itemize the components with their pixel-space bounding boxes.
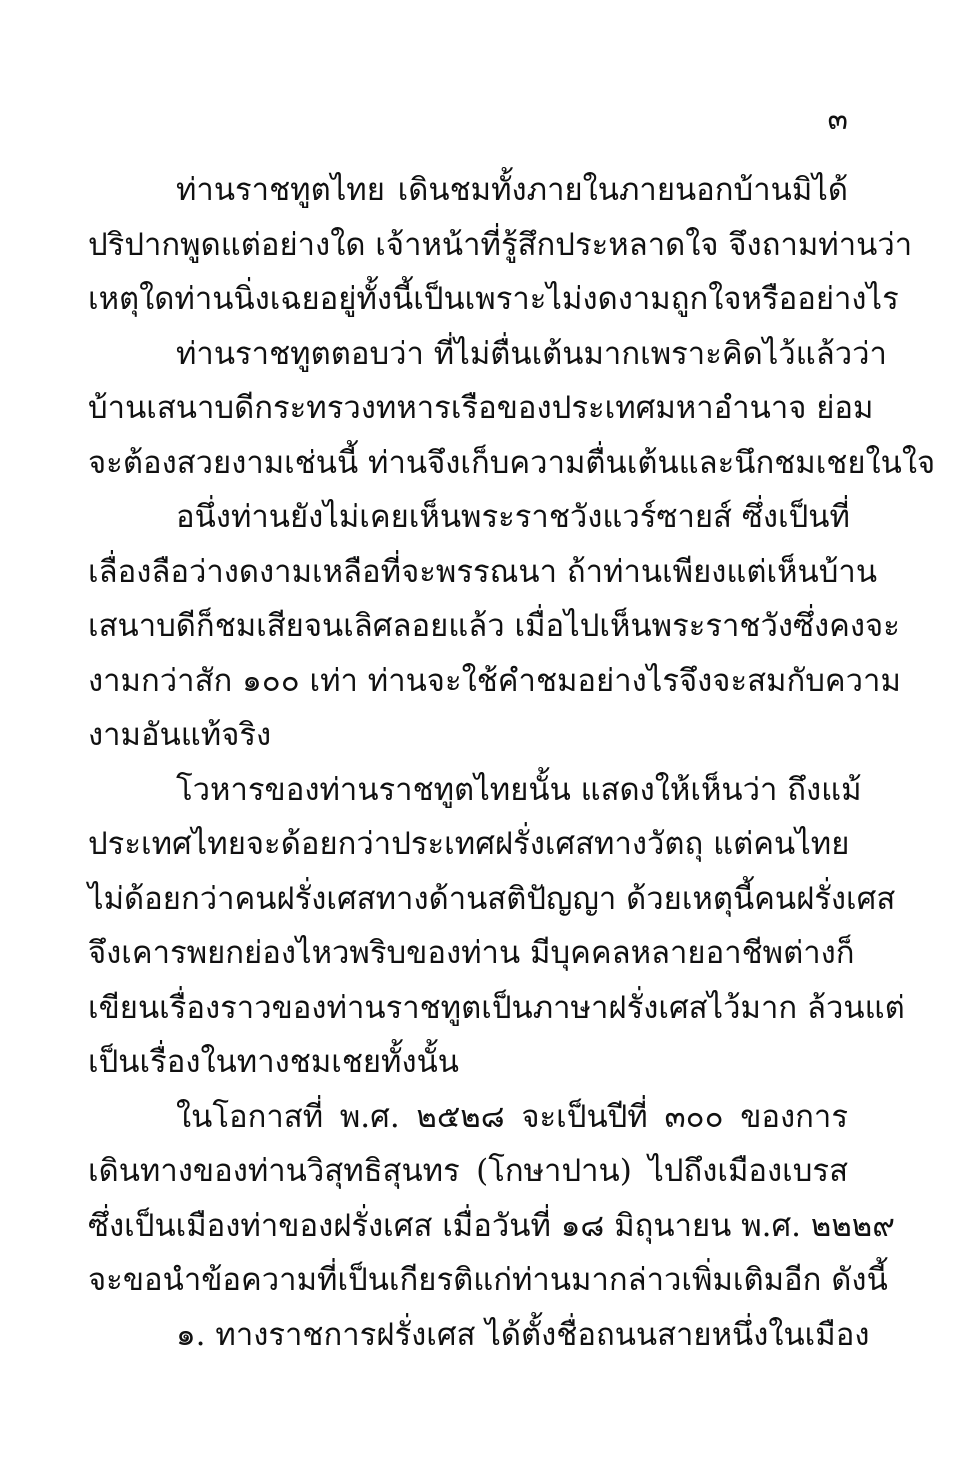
text-line: ๑. ทางราชการฝรั่งเศส ได้ตั้งชื่อถนนสายหนึ่งในเมือง	[176, 1317, 870, 1353]
text-line: โวหารของท่านราชทูตไทยนั้น แสดงให้เห็นว่า ถึงแม้	[176, 772, 862, 808]
text-line: ในโอกาสที่ พ.ศ. ๒๕๒๘ จะเป็นปีที่ ๓๐๐ ของการ	[176, 1099, 848, 1135]
text-line: ไม่ด้อยกว่าคนฝรั่งเศสทางด้านสติปัญญา ด้วยเหตุนี้คนฝรั่งเศส	[88, 881, 896, 917]
text-line: ท่านราชทูตไทย เดินชมทั้งภายในภายนอกบ้านมิได้	[176, 172, 848, 208]
text-line: จึงเคารพยกย่องไหวพริบของท่าน มีบุคคลหลายอาชีพต่างก็	[88, 935, 855, 971]
text-line: จะขอนำข้อความที่เป็นเกียรติแก่ท่านมากล่าวเพิ่มเติมอีก ดังนี้	[88, 1262, 888, 1298]
text-line: เสนาบดีก็ชมเสียจนเลิศลอยแล้ว เมื่อไปเห็นพระราชวังซึ่งคงจะ	[88, 608, 900, 644]
text-line: ประเทศไทยจะด้อยกว่าประเทศฝรั่งเศสทางวัตถุ แต่คนไทย	[88, 826, 850, 862]
text-line: ท่านราชทูตตอบว่า ที่ไม่ตื่นเต้นมากเพราะคิดไว้แล้วว่า	[176, 336, 887, 372]
text-line: อนึ่งท่านยังไม่เคยเห็นพระราชวังแวร์ซายส์ ซึ่งเป็นที่	[176, 499, 850, 535]
text-line: จะต้องสวยงามเช่นนี้ ท่านจึงเก็บความตื่นเต้นและนึกชมเชยในใจ	[88, 445, 936, 481]
text-line: งามอันแท้จริง	[88, 717, 272, 753]
text-line: งามกว่าสัก ๑๐๐ เท่า ท่านจะใช้คำชมอย่างไรจึงจะสมกับความ	[88, 663, 901, 699]
text-line: บ้านเสนาบดีกระทรวงทหารเรือของประเทศมหาอำนาจ ย่อม	[88, 390, 874, 426]
text-line: เดินทางของท่านวิสุทธิสุนทร (โกษาปาน) ไปถึงเมืองเบรส	[88, 1153, 848, 1189]
text-line: ซึ่งเป็นเมืองท่าของฝรั่งเศส เมื่อวันที่ ๑๘ มิถุนายน พ.ศ. ๒๒๒๙	[88, 1208, 895, 1244]
text-line: ปริปากพูดแต่อย่างใด เจ้าหน้าที่รู้สึกประหลาดใจ จึงถามท่านว่า	[88, 227, 913, 263]
text-line: เป็นเรื่องในทางชมเชยทั้งนั้น	[88, 1044, 460, 1080]
page-number: ๓	[827, 102, 848, 137]
text-line: เขียนเรื่องราวของท่านราชทูตเป็นภาษาฝรั่งเศสไว้มาก ล้วนแต่	[88, 990, 905, 1026]
text-line: เลื่องลือว่างดงามเหลือที่จะพรรณนา ถ้าท่านเพียงแต่เห็นบ้าน	[88, 554, 878, 590]
text-line: เหตุใดท่านนิ่งเฉยอยู่ทั้งนี้เป็นเพราะไม่งดงามถูกใจหรืออย่างไร	[88, 281, 899, 317]
